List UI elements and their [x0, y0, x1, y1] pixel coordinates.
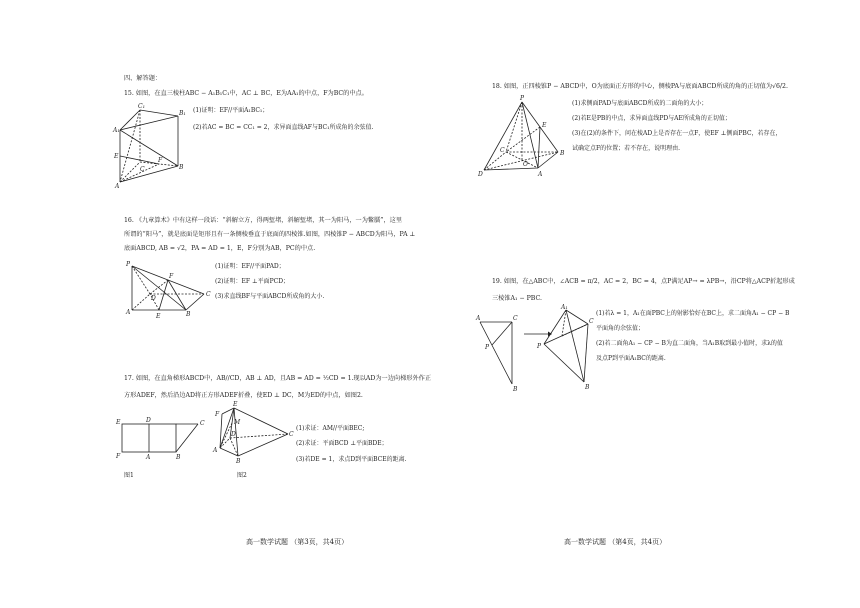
q16-pyramid-figure: [124, 258, 214, 320]
q18-part-2: (2)若E是PB的中点，求异面直线PD与AE所成角的正切值；: [572, 115, 731, 122]
q18-label-o: O: [523, 161, 528, 168]
q15-label-c: C: [140, 166, 145, 173]
q17-fig2-caption: 图2: [237, 472, 247, 479]
q15-part-1: (1)证明：EF//平面A₁BC₁；: [193, 107, 269, 114]
q16-stem-line-1: 16. 《九章算术》中有这样一段话：“斜解立方，得两堑堵，斜解堑堵，其一为阳马，一为鳖臑”，这里: [124, 217, 403, 224]
q17-fig2-label-m: M: [234, 419, 241, 426]
q18-label-a: A: [538, 171, 543, 178]
q18-part-3: (3)在(2)的条件下，问在棱AD上是否存在一点F，使EF ⊥侧面PBC，若存在，: [572, 130, 782, 137]
q19-label-b2: B: [585, 384, 590, 391]
q19-part-2: (2)若二面角A₁ − CP − B为直二面角，当A₁B取到最小值时，求λ的值: [596, 340, 783, 347]
q18-pyramid-figure: [476, 96, 566, 180]
q17-fig1-label-e: E: [116, 419, 121, 426]
q15-label-e: E: [114, 153, 119, 160]
q17-fig1-label-d: D: [146, 417, 151, 424]
q18-label-c: C: [500, 147, 505, 154]
q17-part-1: (1)求证：AM//平面BEC;: [296, 425, 365, 432]
q19-part-1-cont: 平面角的余弦值；: [596, 325, 645, 332]
q16-label-c: C: [206, 291, 211, 298]
q19-tetrahedron-figure: [532, 306, 594, 390]
q15-part-2: (2)若AC = BC = CC₁ = 2，求异面直线AF与BC₁所成角的余弦值.: [193, 124, 374, 131]
q17-fig2-label-b: B: [236, 458, 241, 465]
q17-fig2-label-d: D: [231, 431, 236, 438]
q17-fig2-label-a: A: [213, 447, 218, 454]
q19-label-c: C: [513, 315, 518, 322]
q18-label-b: B: [560, 150, 565, 157]
section-heading: 四、解答题：: [124, 75, 162, 82]
q17-fig1-label-c: C: [200, 420, 205, 427]
q19-label-c2: C: [589, 318, 594, 325]
q19-part-1: (1)若λ = 1，A₁在面PBC上的射影恰好在BC上，求二面角A₁ − CP − B: [596, 310, 790, 317]
q19-label-a: A: [476, 315, 481, 322]
q17-part-2: (2)求证：平面BCD ⊥平面BDE；: [296, 440, 388, 447]
q15-prism-figure: [112, 102, 192, 190]
q18-part-3-cont: 试确定点F的位置；若不存在，说明理由.: [572, 145, 681, 152]
q15-label-b1: B₁: [179, 110, 186, 117]
q16-label-d: D: [151, 295, 156, 302]
q16-label-b: B: [186, 311, 191, 318]
q17-fig1-label-a: A: [146, 454, 151, 461]
page-4-footer: 高一数学试题 （第4页，共4页）: [564, 538, 667, 546]
q15-label-c1: C₁: [138, 103, 145, 110]
q16-label-f: F: [169, 273, 174, 280]
q16-stem-line-2: 所谓的“阳马”，就是底面是矩形且有一条侧棱垂直于底面的四棱锥.如图，四棱锥P − ABCD为阳马，PA ⊥: [124, 231, 416, 238]
q19-part-2-cont: 及点P到平面A₁BC的距离.: [596, 355, 666, 362]
exam-page-4: [430, 0, 860, 608]
q17-figure-1: [116, 416, 208, 462]
q15-label-a1: A₁: [113, 127, 120, 134]
q18-label-e: E: [542, 122, 547, 129]
q17-stem-line-2: 方形ADEF，然后沿边AD将正方形ADEF折叠，使ED ⊥ DC，M为ED的中点，如图2.: [124, 392, 363, 399]
q19-label-a1: A₁: [561, 304, 568, 311]
q17-fig1-label-b: B: [176, 454, 181, 461]
q16-label-e: E: [156, 313, 161, 320]
q16-part-1: (1)证明：EF//平面PAD；: [215, 263, 285, 270]
q17-fig2-label-c: C: [289, 431, 294, 438]
q16-part-3: (3)求直线BF与平面ABCD所成角的大小.: [215, 293, 325, 300]
q17-fig1-caption: 图1: [124, 472, 134, 479]
q16-label-p: P: [126, 261, 131, 268]
q17-figure-2: [208, 402, 294, 464]
q15-label-f: F: [158, 157, 163, 164]
q17-fig2-label-e: E: [233, 401, 238, 408]
q19-stem-line-1: 19. 如图，在△ABC中，∠ACB = π/2，AC = 2，BC = 4，点P满足AP→ = λPB→，沿CP将△ACP折起形成: [492, 278, 795, 285]
q17-stem-line-1: 17. 如图，在直角梯形ABCD中，AB//CD，AB ⊥ AD，且AB = AD = ½CD = 1.现以AD为一边向梯形外作正: [124, 375, 432, 382]
q18-label-p: P: [520, 95, 525, 102]
q19-label-p: P: [485, 344, 490, 351]
page-3-footer: 高一数学试题 （第3页，共4页）: [246, 538, 349, 546]
q15-label-b: B: [179, 164, 184, 171]
q17-fig2-label-f: F: [215, 411, 220, 418]
q19-stem-line-2: 三棱锥A₁ − PBC.: [492, 295, 542, 302]
q17-fig1-label-f: F: [116, 453, 121, 460]
q16-part-2: (2)证明：EF ⊥平面PCD；: [215, 278, 290, 285]
q18-part-1: (1)求侧面PAD与底面ABCD所成的二面角的大小；: [572, 100, 708, 107]
q17-part-3: (3)若DE = 1，求点D到平面BCE的距离.: [296, 456, 407, 463]
q15-stem: 15. 如图，在直三棱柱ABC − A₁B₁C₁中，AC ⊥ BC，E为AA₁的中点，F为BC的中点。: [124, 90, 368, 97]
q18-label-d: D: [478, 171, 483, 178]
q18-stem: 18. 如图，正四棱锥P − ABCD中，O为底面正方形的中心，侧棱PA与底面ABCD所成的角的正切值为√6/2.: [492, 83, 788, 90]
q15-label-a: A: [115, 183, 120, 190]
q16-label-a: A: [126, 309, 131, 316]
q19-triangle-figure: [474, 312, 520, 392]
q16-stem-line-3: 底面ABCD, AB = √2，PA = AD = 1，E，F分别为AB，PC的中点.: [124, 245, 316, 252]
q19-label-p2: P: [537, 343, 542, 350]
q19-label-b: B: [513, 386, 518, 393]
